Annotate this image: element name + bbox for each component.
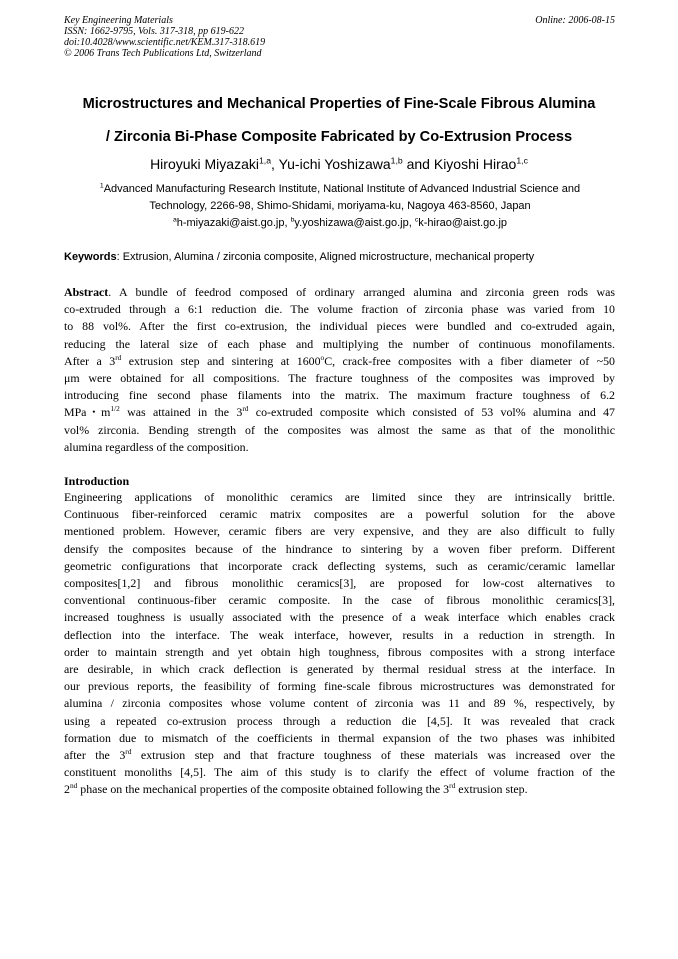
author-3-affil: 1,c	[516, 155, 528, 166]
body-line: composites[1,2] and fibrous monolithic ceramics[3], are proposed for low-cost alternatives to	[64, 576, 615, 591]
body-line: increased toughness is usually associated with the presence of a weak interface which enables crack	[64, 610, 615, 625]
abstract-line: co-extruded through a 6:1 reduction die. The volume fraction of zirconia phase was varied from 10	[64, 302, 615, 317]
body-line: densify the composites because of the hindrance to sintering by a woven fiber preform. Different	[64, 541, 615, 556]
author-3: Kiyoshi Hirao	[433, 156, 517, 172]
body-line: Continuous fiber-reinforced ceramic matrix composites are a powerful solution for the above	[64, 507, 615, 522]
body-line: using a repeated co-extrusion process through a reduction die [4,5]. It was revealed that crack	[64, 713, 615, 728]
author-separator: ,	[271, 156, 279, 172]
body-line: after the 3rd extrusion step and that fracture toughness of these materials was increased over the	[64, 747, 615, 763]
title-line-1: Microstructures and Mechanical Properties of Fine-Scale Fibrous Alumina	[82, 96, 596, 112]
affiliation-line-2: Technology, 2266-98, Shimo-Shidami, moriyama-ku, Nagoya 463-8560, Japan	[149, 200, 531, 212]
affiliation	[62, 181, 618, 232]
introduction-body	[64, 489, 615, 799]
affiliation-line-1: $^1$Advanced Manufacturing Research Institute, National Institute of Advanced Industrial Science and	[99, 182, 581, 195]
paper-title	[40, 88, 638, 154]
journal-header	[64, 15, 615, 59]
keywords-label: Keywords	[64, 251, 117, 263]
abstract-line: vol% zirconia. Bending strength of the composites was almost the same as that of the monolithic	[64, 422, 615, 437]
title-line-2: / Zirconia Bi-Phase Composite Fabricated by Co-Extrusion Process	[105, 129, 573, 145]
keywords	[64, 250, 615, 265]
author-2-affil: 1,b	[390, 155, 403, 166]
author-1-affil: 1,a	[258, 155, 272, 166]
journal-name: Key Engineering Materials	[64, 15, 173, 26]
body-line: formation due to mismatch of the coefficients in thermal expansion of the two phases was inhibited	[64, 730, 615, 745]
body-line: our previous reports, the feasibility of forming fine-scale fibrous microstructures was demonstrated for	[64, 679, 615, 694]
body-line: deflection into the interface. The weak interface, however, results in a reduction in strength. In	[64, 627, 615, 642]
body-line: are desirable, in which crack deflection is generated by thermal residual stress at the interface. In	[64, 662, 615, 677]
body-line: constituent monoliths [4,5]. The aim of this study is to clarify the effect of volume fraction of the	[64, 765, 615, 780]
email-line: $^a$h-miyazaki@aist.go.jp, $^b$y.yoshizawa@aist.go.jp, $^c$k-hirao@aist.go.jp	[172, 216, 508, 229]
body-line: conventional continuous-fiber ceramic composite. In the case of fibrous monolithic ceramics[3],	[64, 593, 615, 608]
doi-line: doi:10.4028/www.scientific.net/KEM.317-318.619	[64, 37, 266, 48]
email-link[interactable]: k-hirao@aist.go.jp	[418, 217, 508, 229]
abstract	[64, 284, 615, 456]
abstract-line: introducing fine second phase filaments into the matrix. The maximum fracture toughness of 6.2	[64, 388, 615, 403]
author-2: Yu-ichi Yoshizawa	[278, 156, 391, 172]
author-separator: and	[402, 156, 434, 172]
online-date: Online: 2006-08-15	[535, 15, 615, 26]
abstract-line: μm were obtained for all compositions. The fracture toughness of the composites was improved by	[64, 371, 615, 386]
issn-line: ISSN: 1662-9795, Vols. 317-318, pp 619-622	[64, 26, 244, 37]
copyright-line: © 2006 Trans Tech Publications Ltd, Switzerland	[64, 48, 262, 59]
abstract-label: Abstract	[64, 285, 109, 299]
body-line: mentioned problem. However, ceramic fibers are very expensive, and they are also difficult to fully	[64, 524, 615, 539]
abstract-line: alumina regardless of the composition.	[64, 439, 249, 454]
section-heading-introduction: Introduction	[64, 474, 130, 488]
email-link[interactable]: h-miyazaki@aist.go.jp,	[176, 217, 291, 229]
body-line: 2nd phase on the mechanical properties of the composite obtained following the 3rd extrusion step.	[64, 781, 528, 797]
body-line: Engineering applications of monolithic ceramics are limited since they are intrinsically brittle.	[64, 490, 615, 504]
body-line: order to maintain strength and yet obtain high toughness, fibrous composites with a strong interface	[64, 644, 615, 659]
author-1: Hiroyuki Miyazaki	[150, 156, 259, 172]
keywords-text: : Extrusion, Alumina / zirconia composite, Aligned microstructure, mechanical property	[116, 251, 535, 263]
abstract-line: Abstract. A bundle of feedrod composed of ordinary arranged alumina and zirconia green rods was	[64, 285, 615, 299]
body-line: geometric configurations that incorporate crack deflecting systems, such as ceramic/ceramic lamellar	[64, 558, 615, 573]
abstract-line: to 88 vol%. After the first co-extrusion, the individual pieces were bundled and co-extruded again,	[64, 319, 615, 334]
affiliation-marker: 1	[99, 182, 104, 190]
body-line: alumina / zirconia composites whose volume content of zirconia was 11 and 89 %, respectively, by	[64, 696, 615, 711]
abstract-line: reducing the lateral size of each phase and multiplying the number of continuous monofilaments.	[64, 336, 615, 351]
author-list	[40, 154, 638, 174]
abstract-line: MPa･$m^{1/2}$ was attained in the 3rd co-extruded composite which consisted of 53 vol% alumina and 47	[64, 404, 615, 420]
abstract-line: After a 3rd extrusion step and sintering at 1600$^o$C, crack-free composites with a fiber diameter of ~50	[64, 352, 615, 368]
email-link[interactable]: y.yoshizawa@aist.go.jp,	[294, 217, 415, 229]
